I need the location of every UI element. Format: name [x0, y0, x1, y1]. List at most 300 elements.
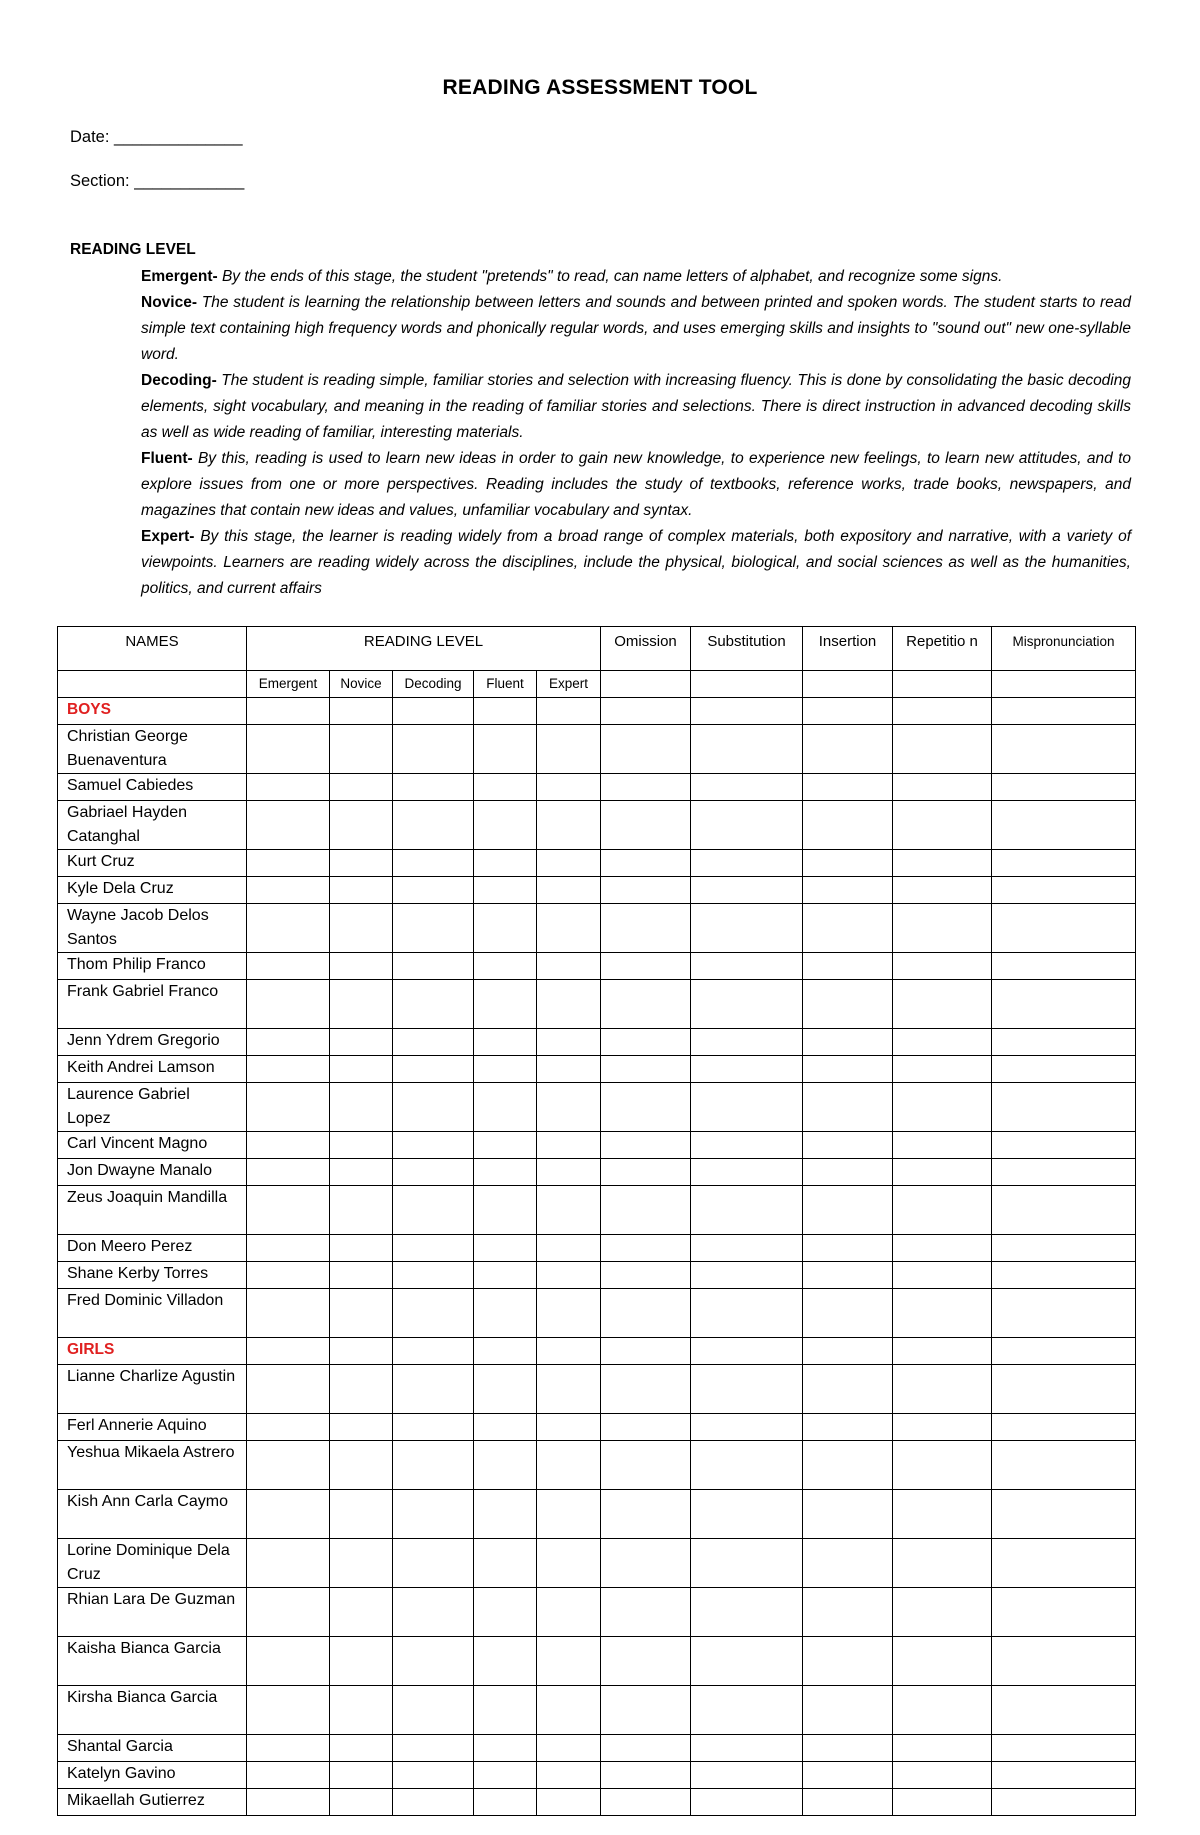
score-cell: [601, 1289, 691, 1338]
table-row: [58, 774, 1136, 801]
score-cell: [601, 850, 691, 877]
table-row: [58, 1159, 1136, 1186]
score-cell: [247, 1637, 330, 1686]
score-cell: [247, 1262, 330, 1289]
score-cell: [803, 980, 893, 1029]
score-cell: [893, 1186, 992, 1235]
score-cell: [601, 953, 691, 980]
student-name: Lorine Dominique Dela Cruz: [58, 1539, 247, 1588]
score-cell: [601, 1414, 691, 1441]
score-cell: [393, 1338, 474, 1365]
score-cell: [691, 953, 803, 980]
score-cell: [803, 904, 893, 953]
score-cell: [474, 1083, 537, 1132]
score-cell: [474, 801, 537, 850]
score-cell: [247, 1289, 330, 1338]
student-name: Ferl Annerie Aquino: [58, 1414, 247, 1441]
score-cell: [474, 1262, 537, 1289]
score-cell: [537, 1365, 601, 1414]
score-cell: [893, 1289, 992, 1338]
score-cell: [247, 1789, 330, 1816]
score-cell: [992, 1365, 1136, 1414]
score-cell: [537, 1056, 601, 1083]
score-cell: [330, 1365, 393, 1414]
girls-group-row: [58, 1338, 1136, 1365]
score-cell: [330, 1029, 393, 1056]
score-cell: [601, 1056, 691, 1083]
emergent-subheader: Emergent: [247, 671, 330, 698]
score-cell: [393, 725, 474, 774]
score-cell: [247, 1083, 330, 1132]
student-name: Gabriael Hayden Catanghal: [58, 801, 247, 850]
score-cell: [803, 1235, 893, 1262]
score-cell: [330, 725, 393, 774]
insertion-header: Insertion: [803, 627, 893, 671]
blank-subheader: [58, 671, 247, 698]
score-cell: [537, 1262, 601, 1289]
student-name: Katelyn Gavino: [58, 1762, 247, 1789]
score-cell: [992, 953, 1136, 980]
score-cell: [992, 850, 1136, 877]
score-cell: [393, 774, 474, 801]
score-cell: [691, 1735, 803, 1762]
score-cell: [992, 1686, 1136, 1735]
score-cell: [537, 1762, 601, 1789]
score-cell: [330, 1539, 393, 1588]
score-cell: [247, 1588, 330, 1637]
score-cell: [247, 1686, 330, 1735]
repetition-header: Repetitio n: [893, 627, 992, 671]
score-cell: [247, 904, 330, 953]
score-cell: [691, 698, 803, 725]
score-cell: [893, 1159, 992, 1186]
score-cell: [803, 774, 893, 801]
table-row: [58, 904, 1136, 953]
table-body: [58, 698, 1136, 1816]
score-cell: [247, 980, 330, 1029]
score-cell: [601, 1235, 691, 1262]
score-cell: [393, 1083, 474, 1132]
score-cell: [537, 1588, 601, 1637]
student-name: Jon Dwayne Manalo: [58, 1159, 247, 1186]
score-cell: [691, 1789, 803, 1816]
score-cell: [537, 1735, 601, 1762]
table-row: [58, 1539, 1136, 1588]
score-cell: [393, 1056, 474, 1083]
score-cell: [893, 698, 992, 725]
score-cell: [474, 1789, 537, 1816]
score-cell: [474, 1735, 537, 1762]
score-cell: [601, 801, 691, 850]
student-name: Wayne Jacob Delos Santos: [58, 904, 247, 953]
score-cell: [803, 877, 893, 904]
score-cell: [330, 1083, 393, 1132]
section-field: Section: ____________: [70, 172, 245, 190]
score-cell: [601, 877, 691, 904]
score-cell: [803, 1029, 893, 1056]
score-cell: [893, 1083, 992, 1132]
score-cell: [893, 1056, 992, 1083]
score-cell: [601, 1083, 691, 1132]
score-cell: [803, 1637, 893, 1686]
score-cell: [247, 1414, 330, 1441]
score-cell: [601, 1338, 691, 1365]
score-cell: [893, 801, 992, 850]
score-cell: [247, 1029, 330, 1056]
table-row: [58, 1637, 1136, 1686]
score-cell: [393, 1686, 474, 1735]
score-cell: [247, 1235, 330, 1262]
score-cell: [537, 1441, 601, 1490]
score-cell: [247, 850, 330, 877]
score-cell: [247, 1539, 330, 1588]
score-cell: [537, 1338, 601, 1365]
score-cell: [247, 1132, 330, 1159]
score-cell: [691, 1159, 803, 1186]
level-fluent: Fluent- By this, reading is used to learn new ideas in order to gain new knowledge, to experience new feelings, to learn new attitudes, and to explore issues from one or more perspectives. Reading includes the study of textbooks, reference works, trade books, newspapers, and magazines that contain new ideas and values, unfamiliar vocabulary and syntax.: [141, 450, 1131, 519]
score-cell: [393, 1132, 474, 1159]
student-name: Kish Ann Carla Caymo: [58, 1490, 247, 1539]
assessment-table: [57, 626, 1136, 1816]
score-cell: [330, 1235, 393, 1262]
student-name: Shantal Garcia: [58, 1735, 247, 1762]
table-row: [58, 1365, 1136, 1414]
student-name: Thom Philip Franco: [58, 953, 247, 980]
score-cell: [601, 1441, 691, 1490]
table-row: [58, 1789, 1136, 1816]
score-cell: [803, 1186, 893, 1235]
score-cell: [601, 1539, 691, 1588]
score-cell: [691, 1762, 803, 1789]
score-cell: [803, 1735, 893, 1762]
score-cell: [893, 1637, 992, 1686]
student-name: Jenn Ydrem Gregorio: [58, 1029, 247, 1056]
score-cell: [474, 1588, 537, 1637]
score-cell: [803, 850, 893, 877]
score-cell: [803, 1686, 893, 1735]
score-cell: [474, 877, 537, 904]
student-name: Shane Kerby Torres: [58, 1262, 247, 1289]
reading-level-heading: READING LEVEL: [70, 241, 196, 258]
score-cell: [247, 1056, 330, 1083]
score-cell: [803, 801, 893, 850]
student-name: Kaisha Bianca Garcia: [58, 1637, 247, 1686]
student-name: Mikaellah Gutierrez: [58, 1789, 247, 1816]
score-cell: [393, 1289, 474, 1338]
score-cell: [893, 1735, 992, 1762]
score-cell: [691, 1637, 803, 1686]
student-name: Samuel Cabiedes: [58, 774, 247, 801]
table-row: [58, 1762, 1136, 1789]
score-cell: [393, 1441, 474, 1490]
score-cell: [893, 1588, 992, 1637]
score-cell: [691, 850, 803, 877]
score-cell: [992, 1637, 1136, 1686]
score-cell: [393, 850, 474, 877]
score-cell: [601, 1365, 691, 1414]
score-cell: [537, 1686, 601, 1735]
table-row: [58, 877, 1136, 904]
student-name: Rhian Lara De Guzman: [58, 1588, 247, 1637]
score-cell: [393, 1186, 474, 1235]
score-cell: [247, 877, 330, 904]
date-field: Date: ______________: [70, 128, 243, 146]
table-row: [58, 1186, 1136, 1235]
score-cell: [330, 1686, 393, 1735]
score-cell: [393, 1762, 474, 1789]
omission-header: Omission: [601, 627, 691, 671]
score-cell: [330, 1132, 393, 1159]
score-cell: [893, 877, 992, 904]
score-cell: [474, 850, 537, 877]
score-cell: [330, 698, 393, 725]
score-cell: [330, 1159, 393, 1186]
score-cell: [474, 1289, 537, 1338]
student-name: Yeshua Mikaela Astrero: [58, 1441, 247, 1490]
score-cell: [330, 1262, 393, 1289]
score-cell: [691, 801, 803, 850]
score-cell: [537, 698, 601, 725]
score-cell: [393, 904, 474, 953]
score-cell: [330, 1490, 393, 1539]
score-cell: [474, 1132, 537, 1159]
score-cell: [691, 1338, 803, 1365]
reading-level-descriptions: [141, 264, 1131, 602]
score-cell: [803, 1338, 893, 1365]
score-cell: [893, 1338, 992, 1365]
score-cell: [893, 774, 992, 801]
score-cell: [330, 774, 393, 801]
fluent-subheader: Fluent: [474, 671, 537, 698]
score-cell: [330, 904, 393, 953]
score-cell: [992, 1186, 1136, 1235]
score-cell: [803, 1789, 893, 1816]
score-cell: [992, 1539, 1136, 1588]
score-cell: [601, 1159, 691, 1186]
subheader-row: [58, 671, 1136, 698]
score-cell: [330, 1414, 393, 1441]
score-cell: [601, 1762, 691, 1789]
table-row: [58, 1686, 1136, 1735]
score-cell: [537, 850, 601, 877]
table-row: [58, 953, 1136, 980]
score-cell: [893, 1262, 992, 1289]
score-cell: [330, 1789, 393, 1816]
score-cell: [691, 1029, 803, 1056]
score-cell: [803, 1539, 893, 1588]
score-cell: [992, 1083, 1136, 1132]
score-cell: [537, 1289, 601, 1338]
score-cell: [601, 980, 691, 1029]
score-cell: [992, 1159, 1136, 1186]
score-cell: [992, 1132, 1136, 1159]
score-cell: [992, 774, 1136, 801]
score-cell: [393, 1539, 474, 1588]
score-cell: [992, 1414, 1136, 1441]
student-name: Laurence Gabriel Lopez: [58, 1083, 247, 1132]
table-row: [58, 1262, 1136, 1289]
score-cell: [601, 1262, 691, 1289]
score-cell: [247, 1762, 330, 1789]
score-cell: [474, 1056, 537, 1083]
girls-group-row-label: GIRLS: [58, 1338, 247, 1365]
score-cell: [601, 1686, 691, 1735]
score-cell: [803, 698, 893, 725]
score-cell: [330, 980, 393, 1029]
score-cell: [691, 1588, 803, 1637]
score-cell: [601, 1132, 691, 1159]
score-cell: [893, 850, 992, 877]
score-cell: [474, 1441, 537, 1490]
score-cell: [393, 1588, 474, 1637]
score-cell: [893, 1686, 992, 1735]
table-row: [58, 1083, 1136, 1132]
score-cell: [893, 1132, 992, 1159]
score-cell: [474, 953, 537, 980]
table-row: [58, 1235, 1136, 1262]
score-cell: [601, 904, 691, 953]
score-cell: [803, 1262, 893, 1289]
score-cell: [691, 774, 803, 801]
score-cell: [601, 1637, 691, 1686]
score-cell: [330, 1637, 393, 1686]
score-cell: [893, 1029, 992, 1056]
score-cell: [893, 1789, 992, 1816]
score-cell: [691, 1132, 803, 1159]
score-cell: [992, 1338, 1136, 1365]
score-cell: [992, 1056, 1136, 1083]
score-cell: [393, 877, 474, 904]
score-cell: [537, 953, 601, 980]
student-name: Kyle Dela Cruz: [58, 877, 247, 904]
score-cell: [474, 725, 537, 774]
score-cell: [330, 1289, 393, 1338]
score-cell: [537, 1132, 601, 1159]
table-row: [58, 1289, 1136, 1338]
score-cell: [992, 725, 1136, 774]
score-cell: [330, 1588, 393, 1637]
score-cell: [601, 725, 691, 774]
score-cell: [537, 1414, 601, 1441]
score-cell: [330, 1735, 393, 1762]
score-cell: [992, 1735, 1136, 1762]
score-cell: [803, 1588, 893, 1637]
score-cell: [691, 904, 803, 953]
score-cell: [691, 1262, 803, 1289]
score-cell: [691, 1490, 803, 1539]
score-cell: [893, 1539, 992, 1588]
score-cell: [691, 1235, 803, 1262]
score-cell: [691, 1365, 803, 1414]
score-cell: [992, 1235, 1136, 1262]
score-cell: [330, 1762, 393, 1789]
score-cell: [803, 1414, 893, 1441]
boys-group-row-label: BOYS: [58, 698, 247, 725]
score-cell: [803, 1083, 893, 1132]
level-emergent: Emergent- By the ends of this stage, the student "pretends" to read, can name letters of alphabet, and recognize some signs.: [141, 268, 1003, 285]
score-cell: [393, 1235, 474, 1262]
table-row: [58, 1029, 1136, 1056]
score-cell: [474, 1186, 537, 1235]
expert-subheader: Expert: [537, 671, 601, 698]
score-cell: [537, 1159, 601, 1186]
score-cell: [537, 980, 601, 1029]
score-cell: [474, 1338, 537, 1365]
score-cell: [893, 904, 992, 953]
score-cell: [247, 953, 330, 980]
score-cell: [691, 980, 803, 1029]
table-row: [58, 980, 1136, 1029]
score-cell: [537, 774, 601, 801]
score-cell: [992, 877, 1136, 904]
score-cell: [893, 725, 992, 774]
score-cell: [691, 877, 803, 904]
score-cell: [474, 1235, 537, 1262]
table-row: [58, 801, 1136, 850]
score-cell: [247, 801, 330, 850]
score-cell: [992, 1762, 1136, 1789]
score-cell: [393, 1159, 474, 1186]
score-cell: [803, 1490, 893, 1539]
score-cell: [247, 725, 330, 774]
score-cell: [330, 1338, 393, 1365]
score-cell: [601, 698, 691, 725]
score-cell: [393, 1490, 474, 1539]
score-cell: [992, 904, 1136, 953]
student-name: Lianne Charlize Agustin: [58, 1365, 247, 1414]
score-cell: [601, 774, 691, 801]
score-cell: [691, 1414, 803, 1441]
score-cell: [803, 1762, 893, 1789]
score-cell: [247, 698, 330, 725]
score-cell: [393, 1262, 474, 1289]
level-expert: Expert- By this stage, the learner is reading widely from a broad range of complex materials, both expository and narrative, with a variety of viewpoints. Learners are reading widely across the disciplines, include the physical, biological, and social sciences as well as the humanities, politics, and current affairs: [141, 528, 1131, 597]
score-cell: [393, 1735, 474, 1762]
novice-subheader: Novice: [330, 671, 393, 698]
score-cell: [393, 1365, 474, 1414]
student-name: Fred Dominic Villadon: [58, 1289, 247, 1338]
score-cell: [601, 1029, 691, 1056]
score-cell: [393, 1414, 474, 1441]
score-cell: [803, 1132, 893, 1159]
score-cell: [330, 877, 393, 904]
table-row: [58, 1490, 1136, 1539]
score-cell: [893, 1235, 992, 1262]
student-name: Keith Andrei Lamson: [58, 1056, 247, 1083]
score-cell: [393, 953, 474, 980]
student-name: Kurt Cruz: [58, 850, 247, 877]
score-cell: [330, 850, 393, 877]
score-cell: [474, 774, 537, 801]
score-cell: [601, 1186, 691, 1235]
score-cell: [601, 1588, 691, 1637]
score-cell: [474, 1637, 537, 1686]
score-cell: [474, 1029, 537, 1056]
student-name: Kirsha Bianca Garcia: [58, 1686, 247, 1735]
score-cell: [393, 698, 474, 725]
table-row: [58, 1735, 1136, 1762]
names-header: NAMES: [58, 627, 247, 671]
score-cell: [992, 1789, 1136, 1816]
score-cell: [691, 1186, 803, 1235]
score-cell: [803, 953, 893, 980]
score-cell: [691, 1686, 803, 1735]
score-cell: [474, 1159, 537, 1186]
level-novice: Novice- The student is learning the relationship between letters and sounds and between printed and spoken words. The student starts to read simple text containing high frequency words and phonically regular words, and uses emerging skills and insights to "sound out" new one-syllable word.: [141, 294, 1131, 363]
score-cell: [691, 725, 803, 774]
mispronunciation-header: Mispronunciation: [992, 627, 1136, 671]
score-cell: [691, 1289, 803, 1338]
